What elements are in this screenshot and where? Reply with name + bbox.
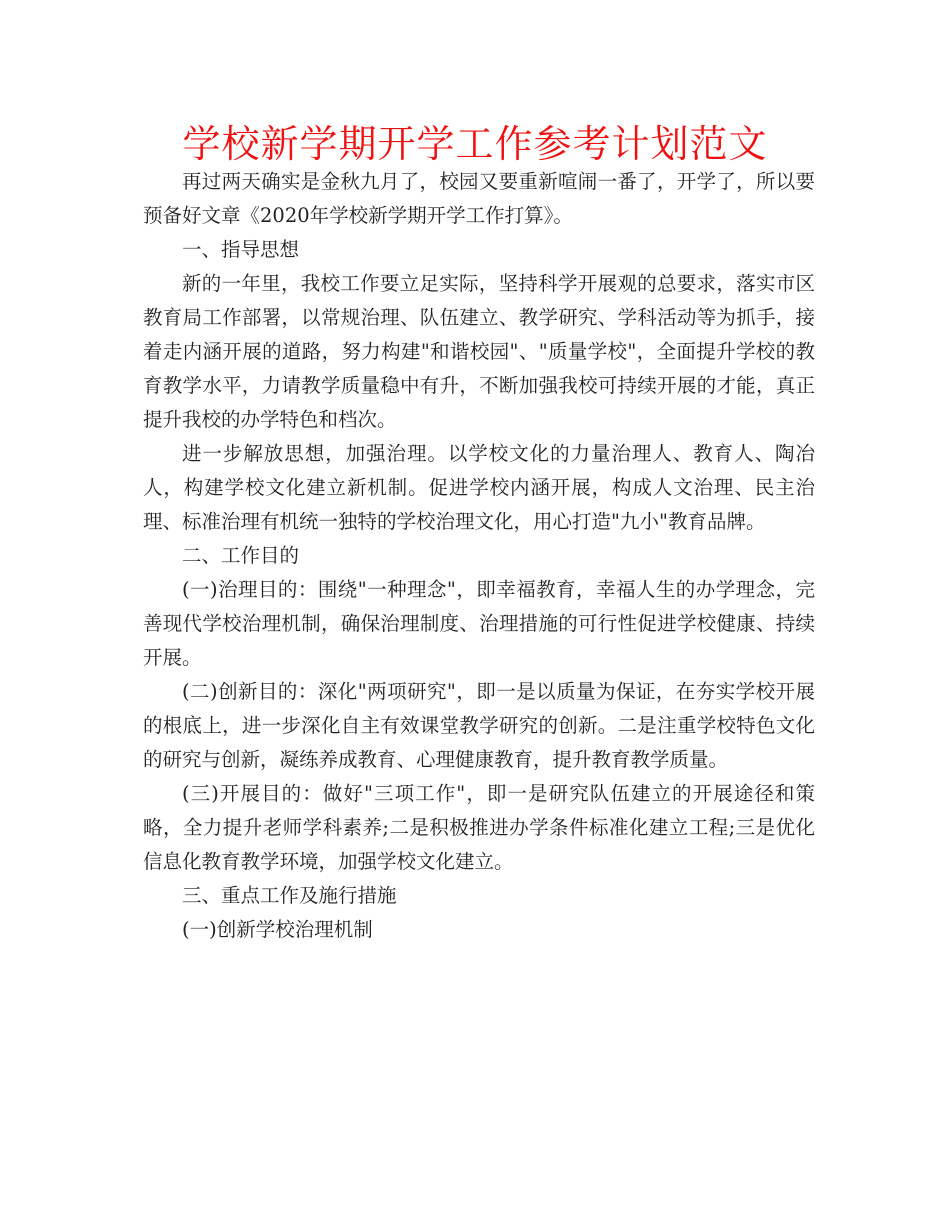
heading-guiding-thought: 一、指导思想 [182,238,300,261]
heading-key-work: 三、重点工作及施行措施 [182,884,397,907]
paragraph-guiding-thought: 新的一年里，我校工作要立足实际，坚持科学开展观的总要求，落实市区教育局工作部署，以常规治理、队伍建立、教学研究、学科活动等为抓手，接着走内涵开展的道路，努力构建"和谐校园"、"质量学校"，全面提升学校的教育教学水平，力请教学质量稳中有升，不断加强我校可持续开展的才能，真正提升我校的办学特色和档次。 [143,272,815,431]
paragraph-innovation-goal: (二)创新目的：深化"两项研究"，即一是以质量为保证，在夯实学校开展的根底上，进一步深化自主有效课堂教学研究的创新。二是注重学校特色文化的研究与创新，凝练养成教育、心理健康教育，提升教育教学质量。 [143,680,815,771]
subheading-innovate-mechanism: (一)创新学校治理机制 [182,918,373,941]
paragraph-development-goal: (三)开展目的：做好"三项工作"，即一是研究队伍建立的开展途径和策略，全力提升老师学科素养;二是积极推进办学条件标准化建立工程;三是优化信息化教育教学环境，加强学校文化建立。 [143,782,815,873]
paragraph-management: 进一步解放思想，加强治理。以学校文化的力量治理人、教育人、陶冶人，构建学校文化建立新机制。促进学校内涵开展，构成人文治理、民主治理、标准治理有机统一独特的学校治理文化，用心打造"九小"教育品牌。 [143,442,815,533]
document-body [143,165,815,947]
paragraph-intro: 再过两天确实是金秋九月了，校园又要重新喧闹一番了，开学了，所以要预备好文章《2020年学校新学期开学工作打算》。 [143,170,815,227]
heading-work-goals: 二、工作目的 [182,544,300,567]
document-title: 学校新学期开学工作参考计划范文 [182,122,768,166]
paragraph-management-goal: (一)治理目的：围绕"一种理念"，即幸福教育，幸福人生的办学理念，完善现代学校治理机制，确保治理制度、治理措施的可行性促进学校健康、持续开展。 [143,578,815,669]
